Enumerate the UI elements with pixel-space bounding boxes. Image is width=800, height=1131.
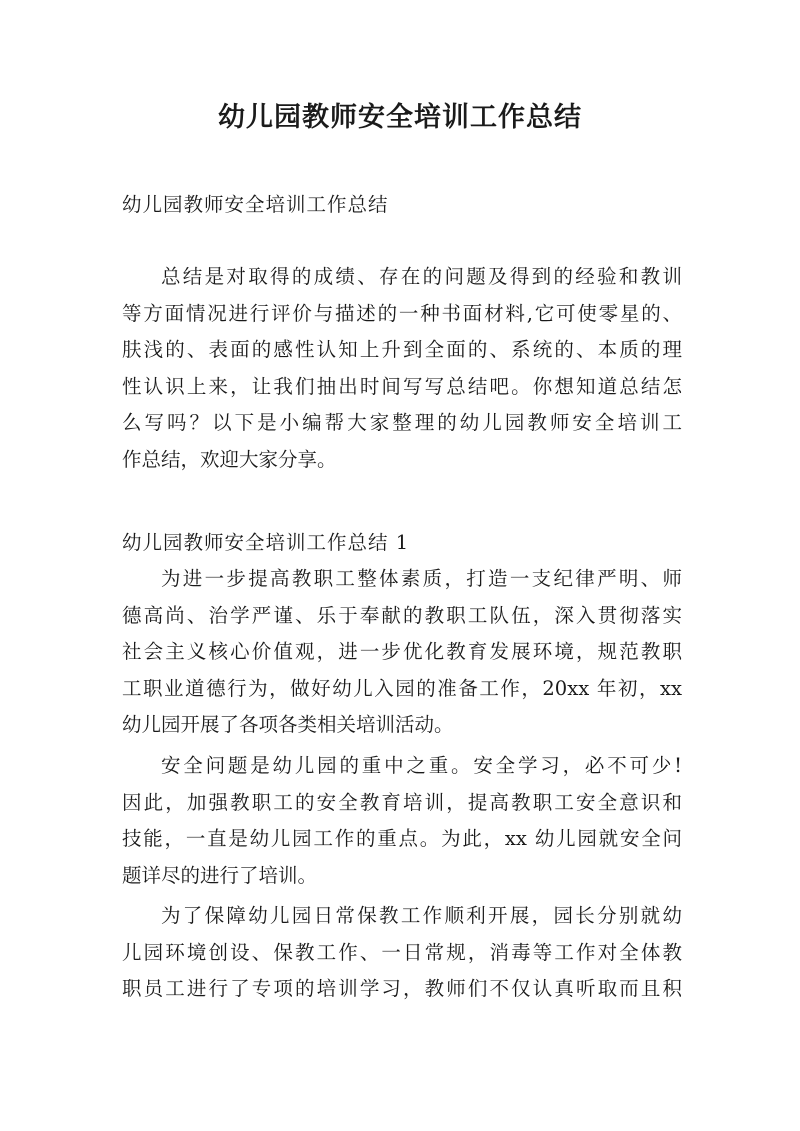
paragraph-line: 幼儿园开展了各项各类相关培训活动。 [122, 713, 454, 736]
paragraph-line: 等方面情况进行评价与描述的一种书面材料,它可使零星的、 [122, 301, 682, 325]
section1-paragraph-2 [122, 748, 682, 894]
paragraph-line: 工职业道德行为，做好幼儿入园的准备工作，20xx 年初，xx [122, 676, 682, 700]
paragraph-line: 总结是对取得的成绩、存在的问题及得到的经验和教训 [161, 265, 682, 288]
paragraph-line: 作总结，欢迎大家分享。 [122, 447, 337, 471]
paragraph-line: 德高尚、治学严谨、乐于奉献的教职工队伍，深入贯彻落实 [122, 603, 682, 627]
paragraph-line: 技能，一直是幼儿园工作的重点。为此，xx 幼儿园就安全问 [122, 827, 682, 850]
paragraph-line: 因此，加强教职工的安全教育培训，提高教职工安全意识和 [122, 790, 682, 814]
section-heading: 幼儿园教师安全培训工作总结 1 [122, 531, 410, 554]
document-subtitle: 幼儿园教师安全培训工作总结 [122, 193, 389, 216]
paragraph-line: 么写吗？以下是小编帮大家整理的幼儿园教师安全培训工 [122, 411, 682, 434]
paragraph-line: 肤浅的、表面的感性认知上升到全面的、系统的、本质的理 [122, 338, 682, 361]
paragraph-line: 性认识上来，让我们抽出时间写写总结吧。你想知道总结怎 [122, 374, 682, 398]
paragraph-line: 职员工进行了专项的培训学习，教师们不仅认真听取而且积 [122, 977, 682, 1000]
document-title: 幼儿园教师安全培训工作总结 [218, 102, 582, 133]
paragraph-line: 儿园环境创设、保教工作、一日常规，消毒等工作对全体教 [122, 940, 682, 964]
section1-paragraph-1 [122, 561, 682, 744]
paragraph-line: 为进一步提高教职工整体素质，打造一支纪律严明、师 [161, 567, 682, 590]
section1-paragraph-3 [122, 898, 682, 1008]
paragraph-line: 题详尽的进行了培训。 [122, 863, 318, 887]
paragraph-line: 安全问题是幼儿园的重中之重。安全学习，必不可少! [161, 754, 682, 777]
paragraph-line: 社会主义核心价值观，进一步优化教育发展环境，规范教职 [122, 640, 682, 663]
paragraph-line: 为了保障幼儿园日常保教工作顺利开展，园长分别就幼 [161, 904, 682, 927]
intro-paragraph [122, 259, 682, 478]
